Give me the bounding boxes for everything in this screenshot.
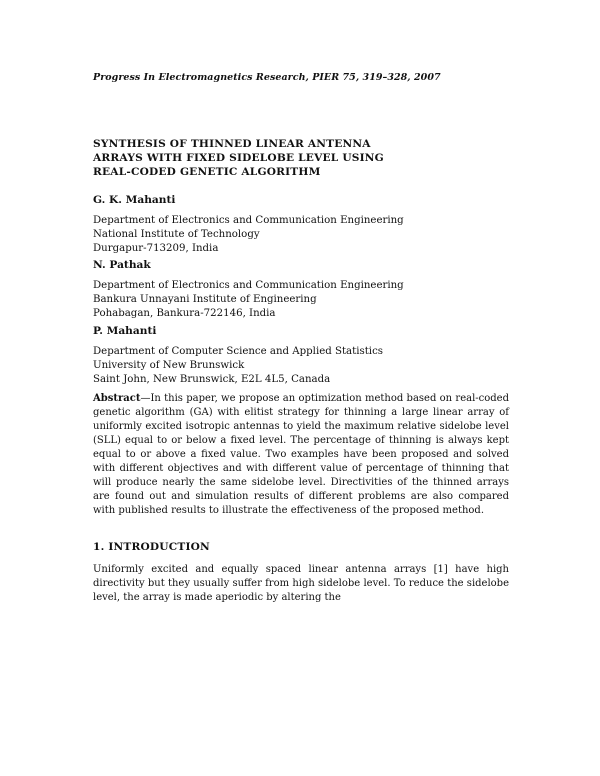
affiliation-line: University of New Brunswick: [93, 360, 245, 371]
author-name: G. K. Mahanti: [93, 194, 176, 206]
affiliation-line: Bankura Unnayani Institute of Engineering: [93, 294, 317, 305]
title-line: REAL-CODED GENETIC ALGORITHM: [93, 166, 321, 178]
author-affiliation: [93, 345, 383, 387]
abstract: [93, 392, 509, 518]
abstract-text: —In this paper, we propose an optimization method based on real-coded genetic algorithm (GA) with elitist strategy for thinning a large linear array of uniformly excited isotropic antennas to yield the maximum relative sidelobe level (SLL) equal to or below a fixed level. The percentage of thinning is always kept equal to or above a fixed value. Two examples have been proposed and solved with different objectives and with different value of percentage of thinning that will produce nearly the same sidelobe level. Directivities of the thinned arrays are found out and simulation results of different problems are also compared with published results to illustrate the effectiveness of the proposed method.: [93, 393, 509, 516]
affiliation-line: Department of Computer Science and Applied Statistics: [93, 346, 384, 357]
affiliation-line: Department of Electronics and Communication Engineering: [93, 215, 404, 226]
affiliation-line: Durgapur-713209, India: [93, 243, 219, 254]
affiliation-line: Pohabagan, Bankura-722146, India: [93, 308, 276, 319]
journal-header: Progress In Electromagnetics Research, PIER 75, 319–328, 2007: [93, 72, 441, 83]
author-affiliation: [93, 214, 404, 256]
author-affiliation: [93, 279, 404, 321]
affiliation-line: National Institute of Technology: [93, 229, 260, 240]
affiliation-line: Department of Electronics and Communication Engineering: [93, 280, 404, 291]
affiliation-line: Saint John, New Brunswick, E2L 4L5, Canada: [93, 374, 331, 385]
section-heading: 1. INTRODUCTION: [93, 541, 210, 553]
author-name: P. Mahanti: [93, 325, 157, 337]
title-line: ARRAYS WITH FIXED SIDELOBE LEVEL USING: [93, 152, 384, 164]
section-body: Uniformly excited and equally spaced linear antenna arrays [1] have high directivity but they usually suffer from high sidelobe level. To reduce the sidelobe level, the array is made aperiodic by altering the: [93, 564, 509, 603]
paper-title: [93, 137, 523, 179]
abstract-label: Abstract: [93, 393, 141, 404]
title-line: SYNTHESIS OF THINNED LINEAR ANTENNA: [93, 138, 371, 150]
author-name: N. Pathak: [93, 259, 151, 271]
